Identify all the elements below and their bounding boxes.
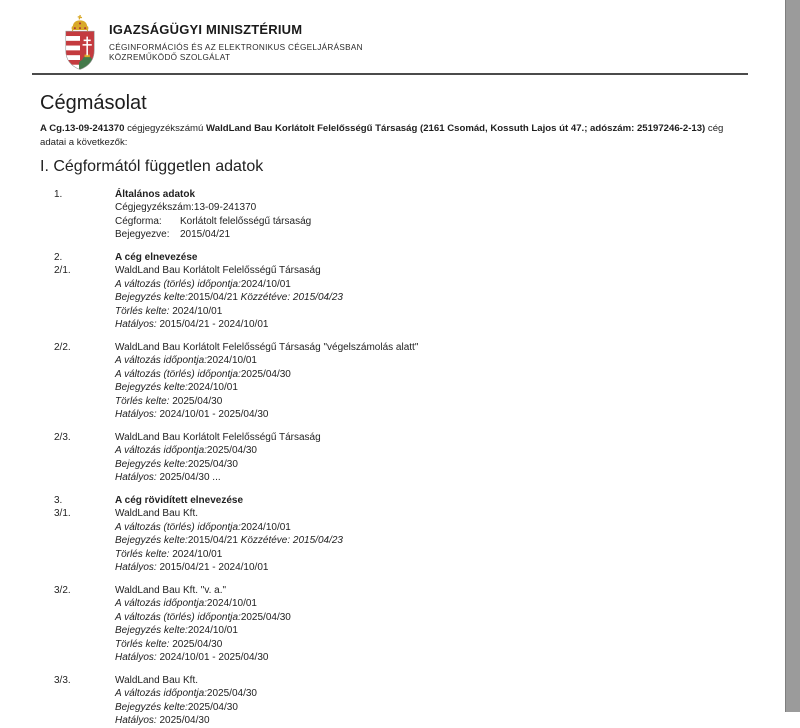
company-short-name-value: WaldLand Bau Kft. xyxy=(115,674,199,686)
entry-number: 1. xyxy=(54,188,63,200)
field-row: Cégforma: Korlátolt felelősségű társaság xyxy=(115,215,312,227)
company-short-name-value: WaldLand Bau Kft. "v. a." xyxy=(115,584,227,596)
entry-number: 3/3. xyxy=(54,674,71,686)
field-row: Cégjegyzékszám:13-09-241370 xyxy=(115,202,257,214)
detail-line: A változás időpontja:2025/04/30 xyxy=(115,445,257,457)
company-address-taxid: (2161 Csomád, Kossuth Lajos út 47.; adószám: 25197246-2-13) xyxy=(417,123,706,134)
header-divider xyxy=(32,73,748,75)
detail-line: Törlés kelte: 2025/04/30 xyxy=(115,638,223,650)
entry-1 xyxy=(54,188,785,242)
ministry-title: IGAZSÁGÜGYI MINISZTÉRIUM xyxy=(109,22,303,37)
field-row: Bejegyezve: 2015/04/21 xyxy=(115,229,231,241)
entry-heading: A cég elnevezése xyxy=(115,251,198,263)
detail-line: Hatályos: 2015/04/21 - 2024/10/01 xyxy=(115,319,269,331)
detail-line: A változás időpontja:2025/04/30 xyxy=(115,688,257,700)
company-registry-number: A Cg.13-09-241370 xyxy=(40,123,125,134)
entry-heading: Általános adatok xyxy=(115,188,196,200)
detail-line: Hatályos: 2025/04/30 ... xyxy=(115,472,221,484)
service-subtitle-line2: KÖZREMŰKÖDŐ SZOLGÁLAT xyxy=(109,52,231,62)
detail-line: Bejegyzés kelte:2025/04/30 xyxy=(115,458,238,470)
company-name-value: WaldLand Bau Korlátolt Felelősségű Társaság xyxy=(115,431,321,443)
intro-paragraph: A Cg.13-09-241370 cégjegyzékszámú WaldLand Bau Korlátolt Felelősségű Társaság (2161 Csomád, Kossuth Lajos út 47.; adószám: 25197246-2-13) cég adatai a következők: xyxy=(40,123,724,148)
entry-heading: A cég rövidített elnevezése xyxy=(115,494,244,506)
detail-line: Hatályos: 2024/10/01 - 2025/04/30 xyxy=(115,652,269,664)
detail-line: Törlés kelte: 2024/10/01 xyxy=(115,305,223,317)
hungary-coat-of-arms-icon xyxy=(62,14,98,71)
entry-3 xyxy=(54,494,785,508)
entry-3-1 xyxy=(54,507,785,575)
entry-number: 2/1. xyxy=(54,265,71,277)
detail-line: Törlés kelte: 2025/04/30 xyxy=(115,395,223,407)
detail-line: A változás (törlés) időpontja:2024/10/01 xyxy=(115,278,291,290)
company-name: WaldLand Bau Korlátolt Felelősségű Társaság xyxy=(206,123,418,134)
entry-2-1 xyxy=(54,264,785,332)
entry-3-3 xyxy=(54,674,785,728)
detail-line: Hatályos: 2015/04/21 - 2024/10/01 xyxy=(115,562,269,574)
detail-line: A változás időpontja:2024/10/01 xyxy=(115,598,257,610)
detail-line: Bejegyzés kelte:2024/10/01 xyxy=(115,625,238,637)
entries-list xyxy=(54,188,785,728)
detail-line: A változás (törlés) időpontja:2024/10/01 xyxy=(115,521,291,533)
detail-line: Hatályos: 2025/04/30 xyxy=(115,715,210,727)
ministry-header-text xyxy=(109,14,363,62)
detail-line: A változás (törlés) időpontja:2025/04/30 xyxy=(115,368,291,380)
document-header xyxy=(62,14,785,71)
entry-2-2 xyxy=(54,341,785,422)
detail-line: Bejegyzés kelte:2025/04/30 xyxy=(115,701,238,713)
detail-line: A változás időpontja:2024/10/01 xyxy=(115,355,257,367)
detail-line: Bejegyzés kelte:2015/04/21 Közzétéve: 2015/04/23 xyxy=(115,535,343,547)
entry-3-2 xyxy=(54,584,785,665)
company-short-name-value: WaldLand Bau Kft. xyxy=(115,508,199,520)
detail-line: Bejegyzés kelte:2015/04/21 Közzétéve: 2015/04/23 xyxy=(115,292,343,304)
entry-number: 3/1. xyxy=(54,508,71,520)
entry-number: 2/3. xyxy=(54,431,71,443)
section-heading: I. Cégformától független adatok xyxy=(40,157,264,175)
detail-line: A változás (törlés) időpontja:2025/04/30 xyxy=(115,611,291,623)
document-title: Cégmásolat xyxy=(40,92,147,114)
service-subtitle-line1: CÉGINFORMÁCIÓS ÉS AZ ELEKTRONIKUS CÉGELJÁRÁSBAN xyxy=(109,43,363,52)
detail-line: Törlés kelte: 2024/10/01 xyxy=(115,548,223,560)
entry-number: 2. xyxy=(54,251,63,263)
entry-2 xyxy=(54,251,785,265)
company-name-value: WaldLand Bau Korlátolt Felelősségű Társaság xyxy=(115,265,321,277)
company-name-value: WaldLand Bau Korlátolt Felelősségű Társaság "végelszámolás alatt" xyxy=(115,341,419,353)
detail-line: Bejegyzés kelte:2024/10/01 xyxy=(115,382,238,394)
entry-number: 3/2. xyxy=(54,584,71,596)
entry-2-3 xyxy=(54,431,785,485)
entry-number: 2/2. xyxy=(54,341,71,353)
scrollbar-track[interactable] xyxy=(785,0,800,712)
entry-number: 3. xyxy=(54,494,63,506)
detail-line: Hatályos: 2024/10/01 - 2025/04/30 xyxy=(115,409,269,421)
